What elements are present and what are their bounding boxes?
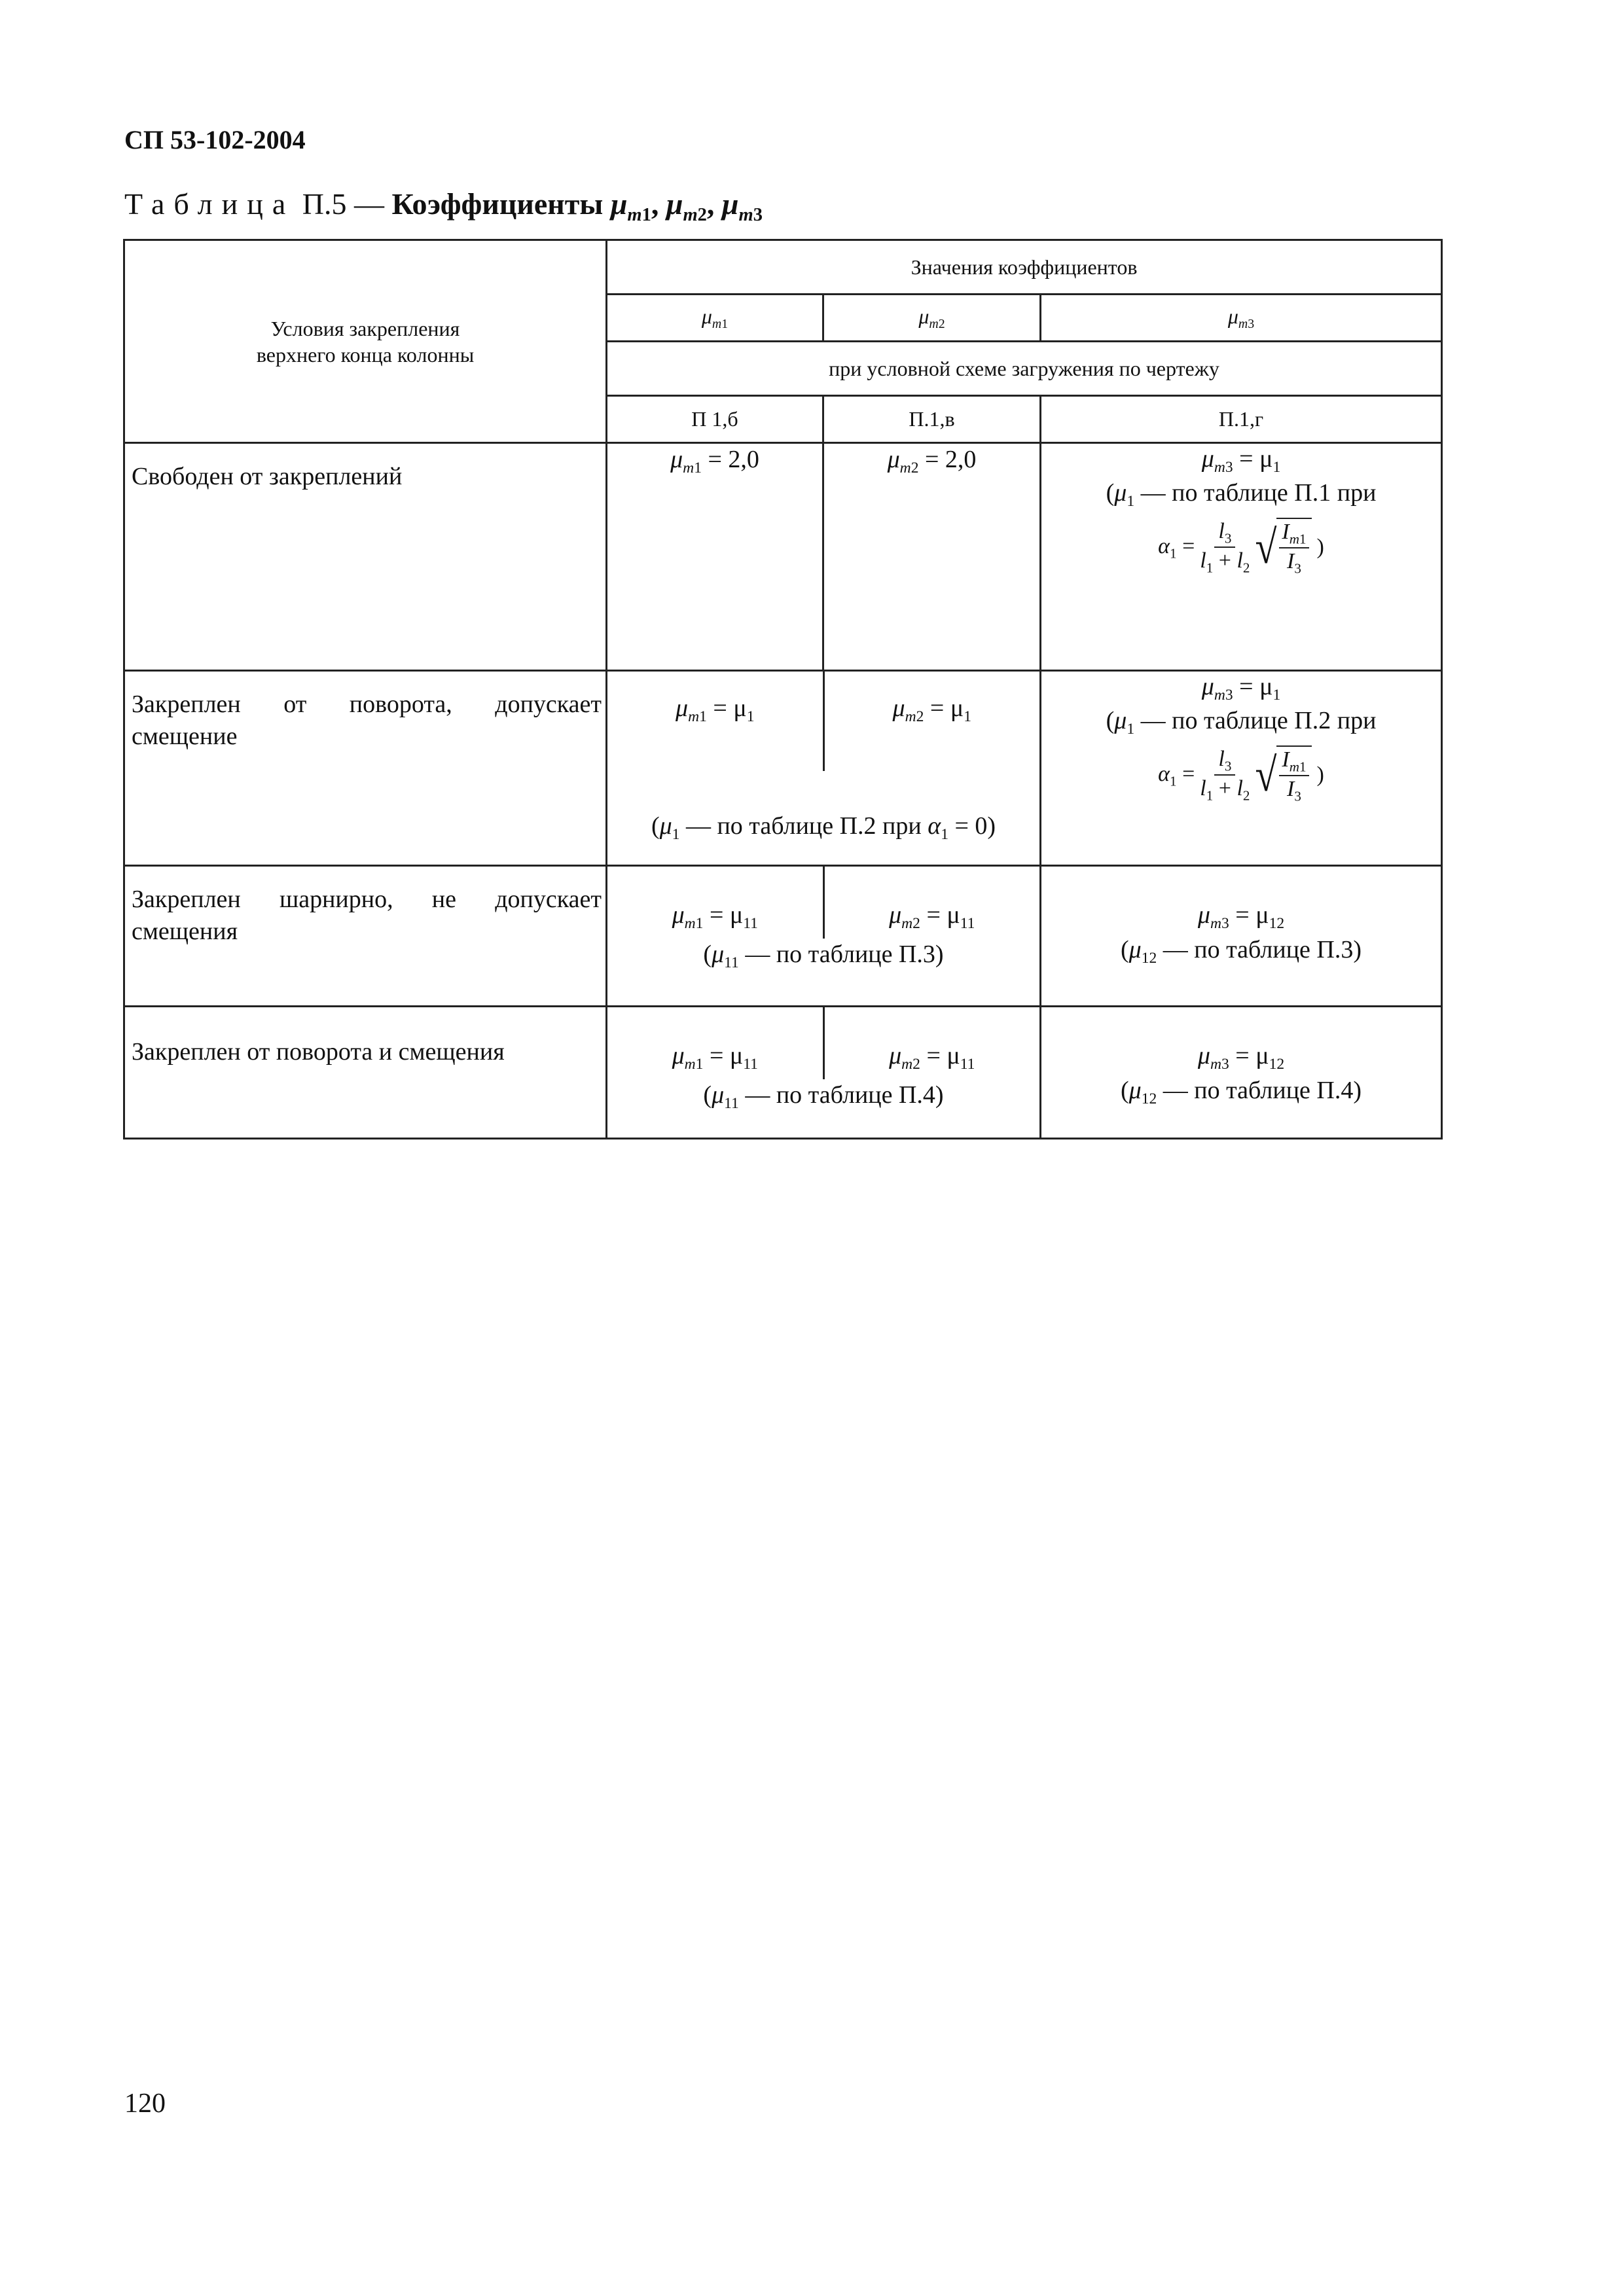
caption-label: Таблица — [124, 187, 295, 221]
table-row — [124, 1007, 1442, 1139]
caption-title: Коэффициенты — [391, 187, 604, 221]
mu-m3-header: $\mu_{m3}$ — [1041, 295, 1442, 342]
coefficients-table — [123, 239, 1443, 1139]
mu-m2-header: $\mu_{m2}$ — [823, 295, 1041, 342]
alpha-formula: $\alpha_1$ = $\frac{l_3}{l_1 + l_2}$ √ $I_{m1}$ $I_3$ ) — [1158, 747, 1324, 804]
scheme-2: П.1,в — [823, 396, 1041, 443]
condition-cell: Свободен от закреплений — [124, 443, 607, 671]
table-row — [124, 671, 1442, 866]
mu-m1-m2-value: $\mu_{m1} = \mu_{11}$ $\mu_{m2} = \mu_{11}$ ($\mu_{11}$ — по таблице П.3) — [607, 866, 1041, 1007]
mu-m1-m2-value: $\mu_{m1} = \mu_1$ $\mu_{m2} = \mu_1$ ($\mu_1$ — по таблице П.2 при $\alpha_1 = 0$) — [607, 671, 1041, 866]
scheme-3: П.1,г — [1041, 396, 1442, 443]
values-header: Значения коэффициентов — [607, 240, 1442, 295]
mu-m3-value: $\mu_{m3} = \mu_1$ ($\mu_1$ — по таблице П.2 при $\alpha_1$ = $\frac{l_3}{l_1 + l_2}$ √ $I_{m1}$ $I_3$ ) — [1041, 671, 1442, 866]
mu-m2-value: $\mu_{m2} = 2,0$ — [823, 443, 1041, 671]
condition-cell: Закреплен от поворота, допускает смещение — [124, 671, 607, 866]
table-row — [124, 866, 1442, 1007]
page-number: 120 — [124, 2089, 166, 2119]
caption-number: П.5 — — [302, 187, 384, 221]
document-code: СП 53-102-2004 — [124, 125, 306, 154]
scheme-header: при условной схеме загружения по чертежу — [607, 342, 1442, 396]
table-caption: Таблица П.5 — Коэффициенты $\mu_{m1}$, $\mu_{m2}$, $\mu_{m3}$ — [124, 187, 763, 225]
mu-m3-value: $\mu_{m3} = \mu_1$ ($\mu_1$ — по таблице П.1 при $\alpha_1$ = $\frac{l_3}{l_1 + l_2}$ √ $I_{m1}$ $I_3$ ) — [1041, 443, 1442, 671]
mu-m1-header: $\mu_{m1}$ — [607, 295, 823, 342]
condition-cell: Закреплен от поворота и смещения — [124, 1007, 607, 1139]
mu-m3-value: $\mu_{m3} = \mu_{12}$ ($\mu_{12}$ — по таблице П.3) — [1041, 866, 1442, 1007]
table-row — [124, 443, 1442, 671]
mu-m1-value: $\mu_{m1} = 2,0$ — [607, 443, 823, 671]
alpha-formula: $\alpha_1$ = $\frac{l_3}{l_1 + l_2}$ √ $I_{m1}$ $I_3$ ) — [1158, 519, 1324, 577]
scheme-1: П 1,б — [607, 396, 823, 443]
mu-m1-m2-value: $\mu_{m1} = \mu_{11}$ $\mu_{m2} = \mu_{11}$ ($\mu_{11}$ — по таблице П.4) — [607, 1007, 1041, 1139]
condition-column-header: Условия закрепления верхнего конца колонны — [124, 240, 607, 443]
mu-m3-value: $\mu_{m3} = \mu_{12}$ ($\mu_{12}$ — по таблице П.4) — [1041, 1007, 1442, 1139]
condition-cell: Закреплен шарнирно, не допускает смещения — [124, 866, 607, 1007]
